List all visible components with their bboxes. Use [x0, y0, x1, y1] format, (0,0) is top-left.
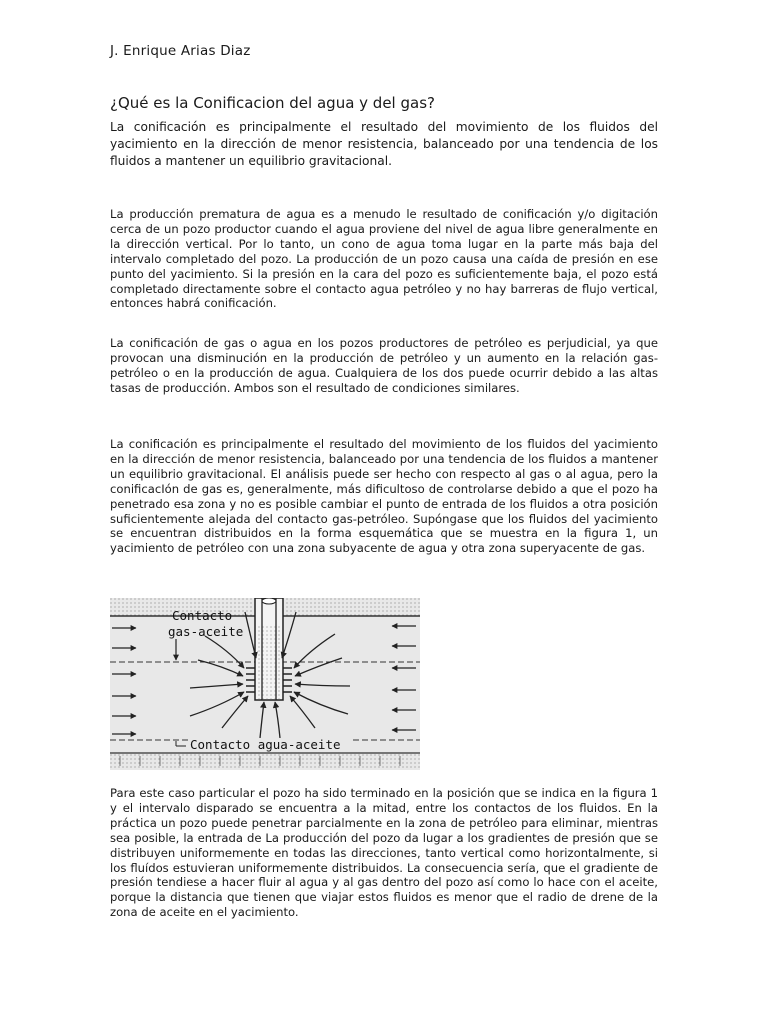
document-title: ¿Qué es la Conificacion del agua y del gas?	[110, 94, 435, 112]
label-gas-oil-contact-2: gas-aceite	[168, 624, 244, 639]
label-water-oil-contact: Contacto agua-aceite	[190, 737, 341, 752]
paragraph-well-completion: Para este caso particular el pozo ha sido terminado en la posición que se indica en la figura 1 y el intervalo disparado se encuentra a la mitad, entre los contactos de los fluidos. En la práctica un pozo puede penetrar parcialmente en la zona de petróleo para eliminar, mientras sea posible, la entrada de La producción del pozo da lugar a los gradientes de presión que se distribuyen uniformemente en todas las direcciones, tanto vertical como horizontalmente, si los fluídos estuvieran uniformemente distribuidos. La consecuencia sería, que el gradiente de presión tendiese a hacer fluir al agua y al gas dentro del pozo así como lo hace con el aceite, porque la distancia que tienen que viajar estos fluidos es menor que el radio de drene de la zona de aceite en el yacimiento.	[110, 786, 658, 920]
intro-paragraph: La conificación es principalmente el resultado del movimiento de los fluidos del yacimiento en la dirección de menor resistencia, balanceado por una tendencia de los fluidos a mantener un equilibrio gravitacional.	[110, 120, 658, 168]
paragraph-water-production: La producción prematura de agua es a menudo le resultado de conificación y/o digitación cerca de un pozo productor cuando el agua proviene del nivel de agua libre generalmente en la dirección vertical. Por lo tanto, un cono de agua toma lugar en la parte más baja del intervalo completado del pozo. La producción de un pozo causa una caída de presión en ese punto del yacimiento. Si la presión en la cara del pozo es suficientemente baja, el pozo está completado directamente sobre el contacto agua petróleo y no hay barreras de flujo vertical, entonces habrá conificación.	[110, 207, 658, 311]
paragraph-coning-harmful: La conificación de gas o agua en los pozos productores de petróleo es perjudicial, ya que provocan una disminución en la producción de petróleo y un aumento en la relación gas-petróleo o en la producción de agua. Cualquiera de los dos puede ocurrir debido a las altas tasas de producción. Ambos son el resultado de condiciones similares.	[110, 336, 658, 395]
figure-coning-diagram	[110, 598, 420, 770]
water-zone	[110, 753, 420, 770]
well-casing	[255, 598, 283, 700]
flow-arrows-left	[112, 628, 136, 734]
paragraph-coning-analysis: La conificación es principalmente el resultado del movimiento de los fluidos del yacimiento en la dirección de menor resistencia, balanceado por una tendencia de los fluidos a mantener un equilibrio gravitacional. El análisis puede ser hecho con respecto al gas o al agua, pero la conificacIón de gas es, generalmente, más dificultoso de controlarse debido a que el pozo ha penetrado esa zona y no es posible cambiar el punto de entrada de los fluidos a otra posición suficientemente alejada del contacto gas-petróleo. Supóngase que los fluidos del yacimiento se encuentran distribuidos en la forma esquemática que se muestra en la figura 1, un yacimiento de petróleo con una zona subyacente de agua y otra zona superyacente de gas.	[110, 437, 658, 556]
author-name: J. Enrique Arias Diaz	[110, 43, 251, 59]
label-gas-oil-contact: Contacto	[172, 608, 233, 623]
flow-arrows-right	[392, 626, 416, 730]
